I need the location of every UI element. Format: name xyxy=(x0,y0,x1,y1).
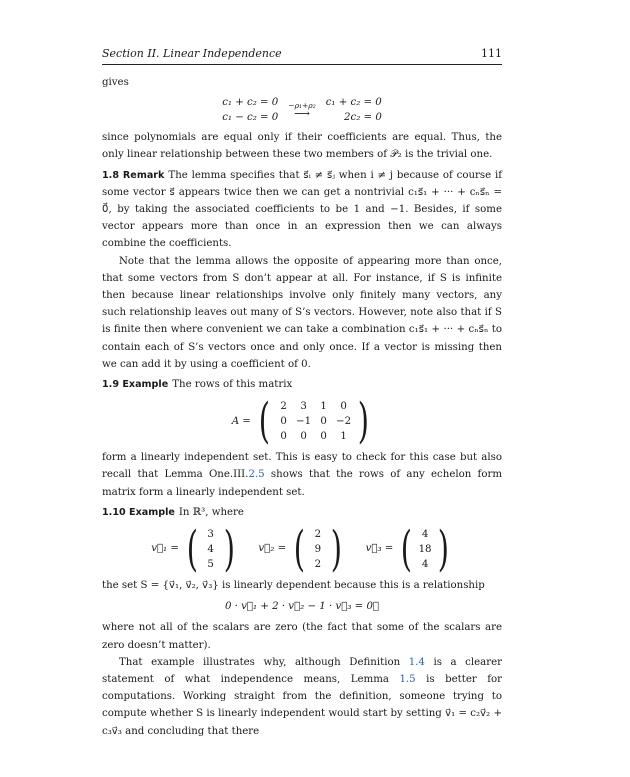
example-1-9-label: 1.9 Example xyxy=(102,379,169,391)
paragraph-set-dependent: the set S = {v⃗₁, v⃗₂, v⃗₃} is linearly dependent because this is a relationship xyxy=(102,580,485,592)
text-run: shows that the rows of any echelon form matrix form a linearly independent set. xyxy=(102,469,502,498)
vector-entry: 9 xyxy=(314,543,322,555)
row-operation xyxy=(288,101,316,121)
matrix-cell: 0 xyxy=(320,415,327,427)
vector-entry: 4 xyxy=(207,543,214,555)
intro-gives: gives xyxy=(102,77,129,88)
example-1-9-text: The rows of this matrix xyxy=(172,379,293,391)
paragraph-opposite: Note that the lemma allows the opposite of appearing more than once, that some vectors from S don’t appear at all. For instance, if S is infinite then because linear relationships involve only finitely many vectors, any such relationship leaves out many of S’s vectors. However, note also that if S is finite then where convenient we can take a combination c₁s⃗₁ + ··· + cₙs⃗ₙ to contain each of S’s vectors once and only once. If a vector is missing then we can add it by using a coefficient of 0. xyxy=(102,255,502,370)
definition-link-1-4[interactable]: 1.4 xyxy=(408,656,425,668)
vector-v1 xyxy=(151,521,238,578)
page-body xyxy=(102,74,502,740)
vector-entry: 4 xyxy=(421,558,429,570)
lemma-link-1-5[interactable]: 1.5 xyxy=(399,674,416,686)
vector-name: v⃗₂ = xyxy=(258,543,287,555)
vector-entry: 3 xyxy=(207,528,214,540)
text-run: is a clearer statement of what independence means, Lemma xyxy=(102,656,502,686)
right-paren: ) xyxy=(330,521,342,578)
matrix-cell: 1 xyxy=(320,400,327,412)
example-1-10-label: 1.10 Example xyxy=(102,506,175,518)
paragraph-illustrates xyxy=(102,654,502,740)
matrix-cell: 0 xyxy=(320,430,327,442)
page-number: 111 xyxy=(481,47,502,60)
left-paren: ( xyxy=(258,393,270,450)
vector-v3 xyxy=(365,521,453,578)
matrix-cell: 0 xyxy=(340,400,347,412)
remark-text: The lemma specifies that s⃗ᵢ ≠ s⃗ⱼ when i ≠ j because of course if some vector s⃗ appears twice then we can get a nontrivial c₁s⃗₁ + ··· + cₙs⃗ₙ = 0⃗, by taking the associated coefficients to be 1 and −1. Besides, if some vector appears more than once in an expression then we can always combine the coefficients. xyxy=(102,169,503,250)
right-paren: ) xyxy=(437,521,450,578)
running-header xyxy=(102,47,502,60)
example-1-9 xyxy=(102,376,502,393)
matrix-cell: −1 xyxy=(296,415,312,427)
row-operation-label: −ρ₁+ρ₂ xyxy=(288,101,316,111)
right-paren: ) xyxy=(357,393,369,450)
left-paren: ( xyxy=(293,521,306,578)
system-left-row-1: c₁ + c₂ = 0 xyxy=(222,97,279,109)
system-right-row-1: c₁ + c₂ = 0 xyxy=(325,97,382,109)
matrix-cell: 3 xyxy=(300,400,307,412)
equation-system xyxy=(102,95,502,125)
vector-name: v⃗₁ = xyxy=(151,543,179,555)
arrow-icon: ⟶ xyxy=(294,107,310,121)
system-left-row-2: c₁ − c₂ = 0 xyxy=(222,112,279,124)
system-right-row-2: 2c₂ = 0 xyxy=(344,112,382,124)
header-rule xyxy=(102,64,502,65)
matrix-a-display xyxy=(102,393,502,450)
vector-entry: 5 xyxy=(207,558,214,570)
vector-name: v⃗₃ = xyxy=(365,543,394,555)
example-1-10-text: In ℝ³, where xyxy=(178,506,244,518)
matrix-cell: 0 xyxy=(280,415,287,427)
vector-entry: 2 xyxy=(314,528,322,540)
vector-entry: 4 xyxy=(421,528,429,540)
text-run: form a linearly independent set. This is easy to check for this case but also recall that Lemma One.III. xyxy=(102,452,502,481)
vectors-display xyxy=(102,521,502,578)
matrix-cell: 2 xyxy=(280,400,287,412)
vector-entry: 2 xyxy=(314,558,322,570)
text-run: is better for computations. Working straight from the definition, someone trying to compute whether S is linearly independent would start by setting v⃗₁ = c₂v⃗₂ + c₃v⃗₃ and concluding that there xyxy=(102,674,502,737)
page xyxy=(102,0,502,777)
paragraph-scalars: where not all of the scalars are zero (the fact that some of the scalars are zero doesn’t matter). xyxy=(102,622,502,651)
paragraph-polynomials: since polynomials are equal only if their coefficients are equal. Thus, the only linear relationship between these two members of 𝒫₂ is the trivial one. xyxy=(102,132,502,161)
matrix-cell: −2 xyxy=(336,415,352,427)
matrix-a xyxy=(274,399,354,444)
relation-display xyxy=(102,598,502,615)
remark-1-8 xyxy=(102,167,502,253)
left-paren: ( xyxy=(186,521,198,578)
vector-v2 xyxy=(258,521,345,578)
matrix-cell: 0 xyxy=(300,430,307,442)
matrix-cell: 1 xyxy=(340,430,347,442)
section-title: Section II. Linear Independence xyxy=(102,47,282,60)
lemma-link-2-5[interactable]: 2.5 xyxy=(248,469,265,481)
relation-equation: 0 · v⃗₁ + 2 · v⃗₂ − 1 · v⃗₃ = 0⃗ xyxy=(224,601,380,613)
example-1-10 xyxy=(102,504,502,521)
matrix-name: A = xyxy=(231,415,251,427)
vector-entry: 18 xyxy=(418,543,432,555)
left-paren: ( xyxy=(401,521,413,578)
text-run: That example illustrates why, although Definition xyxy=(119,656,409,668)
remark-label: 1.8 Remark xyxy=(102,169,165,181)
right-paren: ) xyxy=(223,521,235,578)
matrix-cell: 0 xyxy=(280,430,287,442)
paragraph-form-independent xyxy=(102,449,502,501)
